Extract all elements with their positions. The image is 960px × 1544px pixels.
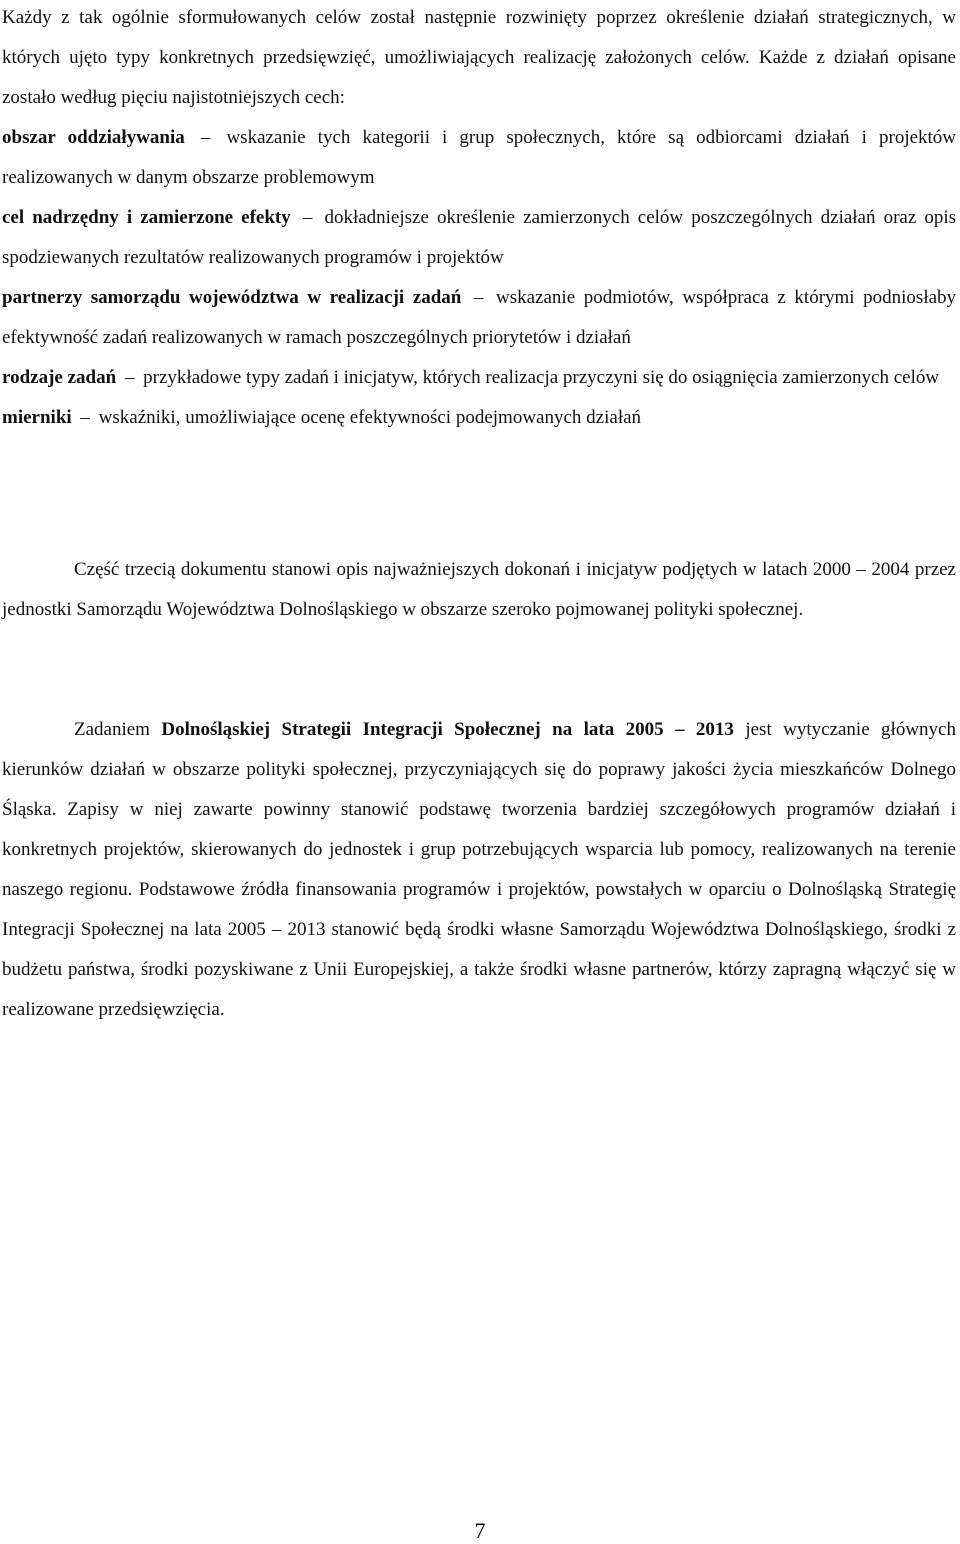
feature-dash: – bbox=[302, 207, 313, 228]
feature-description: wskazanie tych kategorii i grup społecznych, które są odbiorcami działań i projektów realizowanych w danym obszarze problemowym bbox=[2, 127, 957, 188]
feature-dash: – bbox=[124, 367, 135, 388]
feature-item bbox=[2, 278, 956, 358]
feature-term: partnerzy samorządu województwa w realizacji zadań bbox=[2, 287, 462, 308]
feature-dash: – bbox=[200, 127, 211, 148]
feature-term: cel nadrzędny i zamierzone efekty bbox=[2, 207, 291, 228]
paragraph-part-three bbox=[2, 550, 956, 630]
feature-dash: – bbox=[473, 287, 484, 308]
paragraph-lead: Zadaniem bbox=[74, 719, 162, 740]
feature-description: przykładowe typy zadań i inicjatyw, których realizacja przyczyni się do osiągnięcia zamierzonych celów bbox=[143, 367, 940, 388]
feature-dash: – bbox=[80, 407, 90, 428]
intro-section bbox=[2, 0, 956, 438]
feature-term: rodzaje zadań bbox=[2, 367, 117, 388]
feature-description: wskaźniki, umożliwiające ocenę efektywności podejmowanych działań bbox=[98, 407, 642, 428]
feature-item bbox=[2, 358, 956, 398]
page-number: 7 bbox=[474, 1518, 486, 1543]
paragraph-text: jest wytyczanie głównych kierunków działań w obszarze polityki społecznej, przyczyniających się do poprawy jakości życia mieszkańców Dolnego Śląska. Zapisy w niej zawarte powinny stanowić podstawę tworzenia bardziej szczegółowych programów działań i konkretnych projektów, skierowanych do jednostek i grup potrzebujących wsparcia lub pomocy, realizowanych na terenie naszego regionu. Podstawowe źródła finansowania programów i projektów, powstałych w oparciu o Dolnośląską Strategię Integracji Społecznej na lata 2005 – 2013 stanowić będą środki własne Samorządu Województwa Dolnośląskiego, środki z budżetu państwa, środki pozyskiwane z Unii Europejskiej, a także środki własne partnerów, którzy zapragną włączyć się w realizowane przedsięwzięcia. bbox=[2, 719, 956, 1020]
feature-term: mierniki bbox=[2, 407, 72, 428]
feature-item bbox=[2, 398, 956, 438]
feature-description: dokładniejsze określenie zamierzonych celów poszczególnych działań oraz opis spodziewanych rezultatów realizowanych programów i projektów bbox=[2, 207, 957, 268]
feature-item bbox=[2, 198, 956, 278]
strategy-title: Dolnośląskiej Strategii Integracji Społecznej na lata 2005 – 2013 bbox=[161, 719, 734, 740]
feature-item bbox=[2, 118, 956, 198]
paragraph-text: Część trzecią dokumentu stanowi opis najważniejszych dokonań i inicjatyw podjętych w latach 2000 – 2004 przez jednostki Samorządu Województwa Dolnośląskiego w obszarze szeroko pojmowanej polityki społecznej. bbox=[2, 559, 956, 620]
intro-text: Każdy z tak ogólnie sformułowanych celów został następnie rozwinięty poprzez określenie działań strategicznych, w których ujęto typy konkretnych przedsięwzięć, umożliwiających realizację założonych celów. Każde z działań opisane zostało według pięciu najistotniejszych cech: bbox=[2, 7, 956, 108]
feature-description: wskazanie podmiotów, współpraca z którymi podniosłaby efektywność zadań realizowanych w ramach poszczególnych priorytetów i działań bbox=[2, 287, 957, 348]
feature-term: obszar oddziaływania bbox=[2, 127, 185, 148]
paragraph-strategy-purpose bbox=[2, 710, 956, 1030]
